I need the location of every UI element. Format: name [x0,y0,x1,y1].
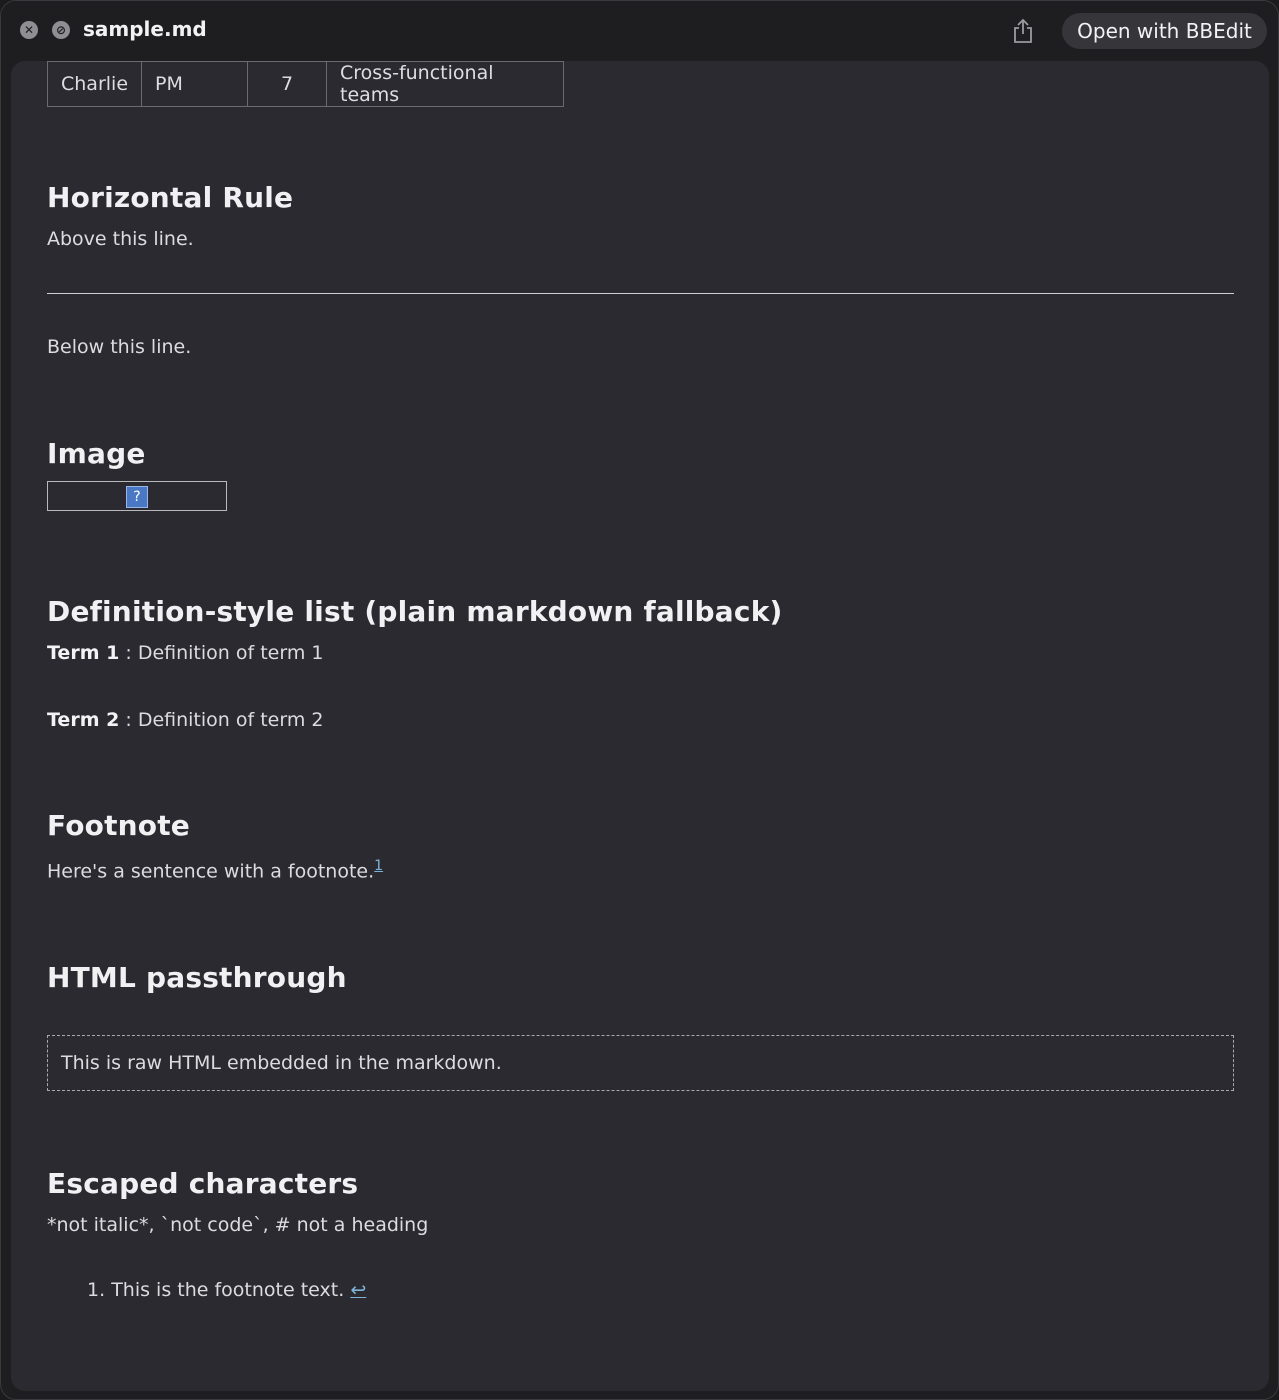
heading-horizontal-rule: Horizontal Rule [47,181,294,214]
broken-image [47,481,227,511]
table-cell: PM [142,62,248,107]
table-cell: 7 [248,62,327,107]
definition-item [47,642,323,664]
close-icon[interactable]: ✕ [20,21,38,39]
footnote-list-item [87,1279,366,1301]
window-title: sample.md [83,17,207,41]
heading-definition-list: Definition-style list (plain markdown fallback) [47,595,783,628]
horizontal-rule [47,293,1234,294]
heading-escaped-characters: Escaped characters [47,1167,359,1200]
heading-image: Image [47,437,146,470]
heading-html-passthrough: HTML passthrough [47,961,347,994]
open-with-bbedit-button[interactable]: Open with BBEdit [1062,13,1267,49]
block-icon[interactable]: ⊘ [52,21,70,39]
definition-item [47,709,323,731]
title-bar [1,1,1278,61]
definition-text: : Definition of term 1 [125,642,324,664]
table-cell: Charlie [48,62,142,107]
data-table [47,61,564,107]
footnote-text: This is the footnote text. [111,1279,345,1301]
share-icon[interactable] [1012,17,1034,45]
footnote-sentence-text: Here's a sentence with a footnote. [47,860,375,883]
raw-html-box [47,1035,1234,1091]
footnote-number: 1. [87,1279,106,1301]
table-cell: Cross-functional teams [327,62,564,107]
definition-term: Term 2 [47,709,120,731]
above-line-text: Above this line. [47,228,194,250]
table-row [48,62,564,107]
markdown-preview [11,61,1269,1391]
footnote-sentence [47,858,383,882]
broken-image-icon: ? [126,486,148,508]
footnote-backref-link[interactable]: ↩ [350,1279,367,1301]
footnote-ref-link[interactable]: 1 [374,858,384,874]
below-line-text: Below this line. [47,336,192,358]
heading-footnote: Footnote [47,809,190,842]
escaped-text: *not italic*, `not code`, # not a heading [47,1214,429,1236]
definition-term: Term 1 [47,642,120,664]
raw-html-text: This is raw HTML embedded in the markdown. [61,1052,502,1074]
definition-text: : Definition of term 2 [125,709,324,731]
